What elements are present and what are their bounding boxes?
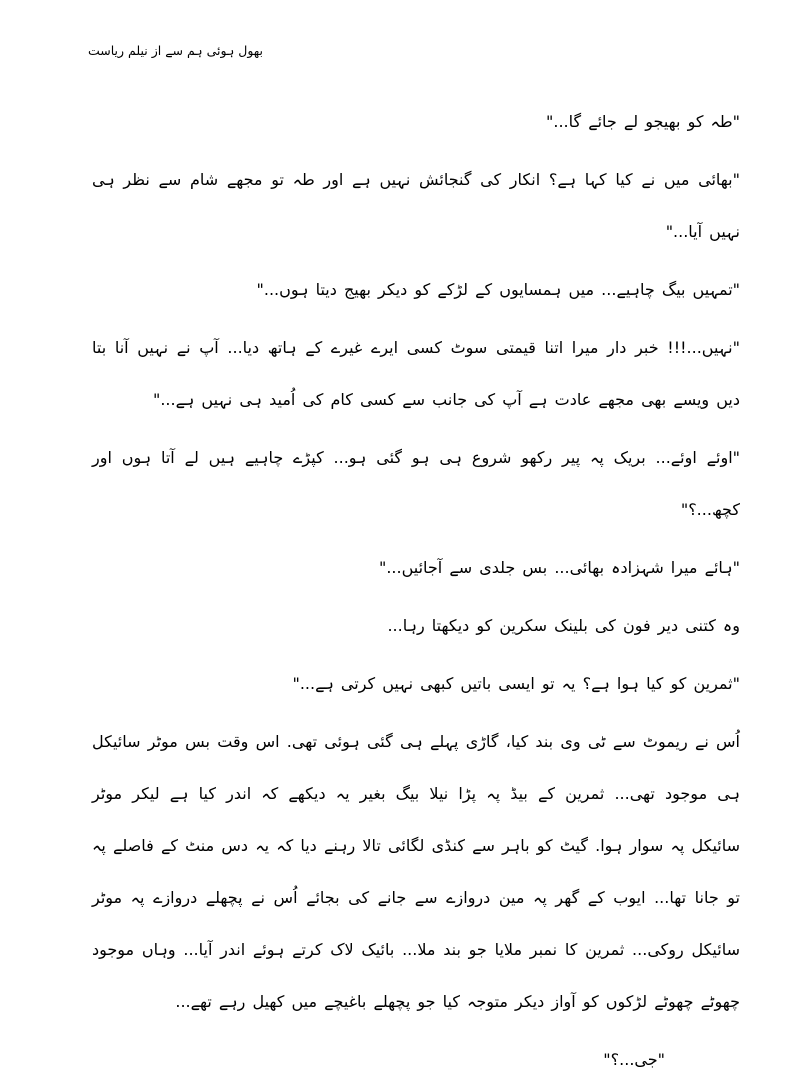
paragraph: وہ کتنی دیر فون کی بلینک سکرین کو دیکھتا رہا... xyxy=(387,616,740,635)
paragraph: اُس نے ریموٹ سے ٹی وی بند کیا، گاڑی پہلے ہی گئی ہوئی تھی. اس وقت بس موٹر سائیکل ہی موجود تھی... ثمرین کے بیڈ پہ پڑا نیلا بیگ بغیر یہ دیکھے کہ اندر کیا ہے لیکر موٹر سائیکل پہ سوار ہوا. گیٹ کو باہر سے کنڈی لگائی تالا رہنے دیا کہ یہ دس منٹ کے فاصلے پہ تو جانا تھا... ایوب کے گھر پہ مین دروازے سے جانے کی بجائے اُس نے پچھلے دروازے پہ موٹر سائیکل روکی... ثمرین کا نمبر ملایا جو بند ملا... بائیک لاک کرتے ہوئے اندر آیا... وہاں موجود چھوٹے چھوٹے لڑکوں کو آواز دیکر متوجہ کیا جو پچھلے باغیچے میں کھیل رہے تھے... xyxy=(92,732,740,1011)
paragraph: "ثمرین کو کیا ہوا ہے؟ یہ تو ایسی باتیں کبھی نہیں کرتی ہے..." xyxy=(292,674,740,693)
paragraph: "جی...؟" xyxy=(603,1050,665,1069)
page-content xyxy=(92,96,740,1092)
paragraph: "بھائی میں نے کیا کہا ہے؟ انکار کی گنجائش نہیں ہے اور طہ تو مجھے شام سے نظر ہی نہیں آیا..." xyxy=(92,170,740,241)
page-header-title: بھول ہوئی ہم سے از نیلم ریاست xyxy=(88,43,264,58)
paragraph: "اوئے اوئے... بریک پہ پیر رکھو شروع ہی ہو گئی ہو... کپڑے چاہیے ہیں لے آتا ہوں اور کچھ...؟" xyxy=(92,448,740,519)
paragraph: "نہیں...!!! خبر دار میرا اتنا قیمتی سوٹ کسی ایرے غیرے کے ہاتھ دیا... آپ نے نہیں آنا بتا دیں ویسے بھی مجھے عادت ہے آپ کی جانب سے کسی کام کی اُمید ہی نہیں ہے..." xyxy=(92,338,740,409)
paragraph: "تمہیں بیگ چاہیے... میں ہمسایوں کے لڑکے کو دیکر بھیج دیتا ہوں..." xyxy=(256,280,740,299)
paragraph: "طہ کو بھیجو لے جائے گا..." xyxy=(546,112,740,131)
paragraph: "ہائے میرا شہزادہ بھائی... بس جلدی سے آجائیں..." xyxy=(378,558,740,577)
